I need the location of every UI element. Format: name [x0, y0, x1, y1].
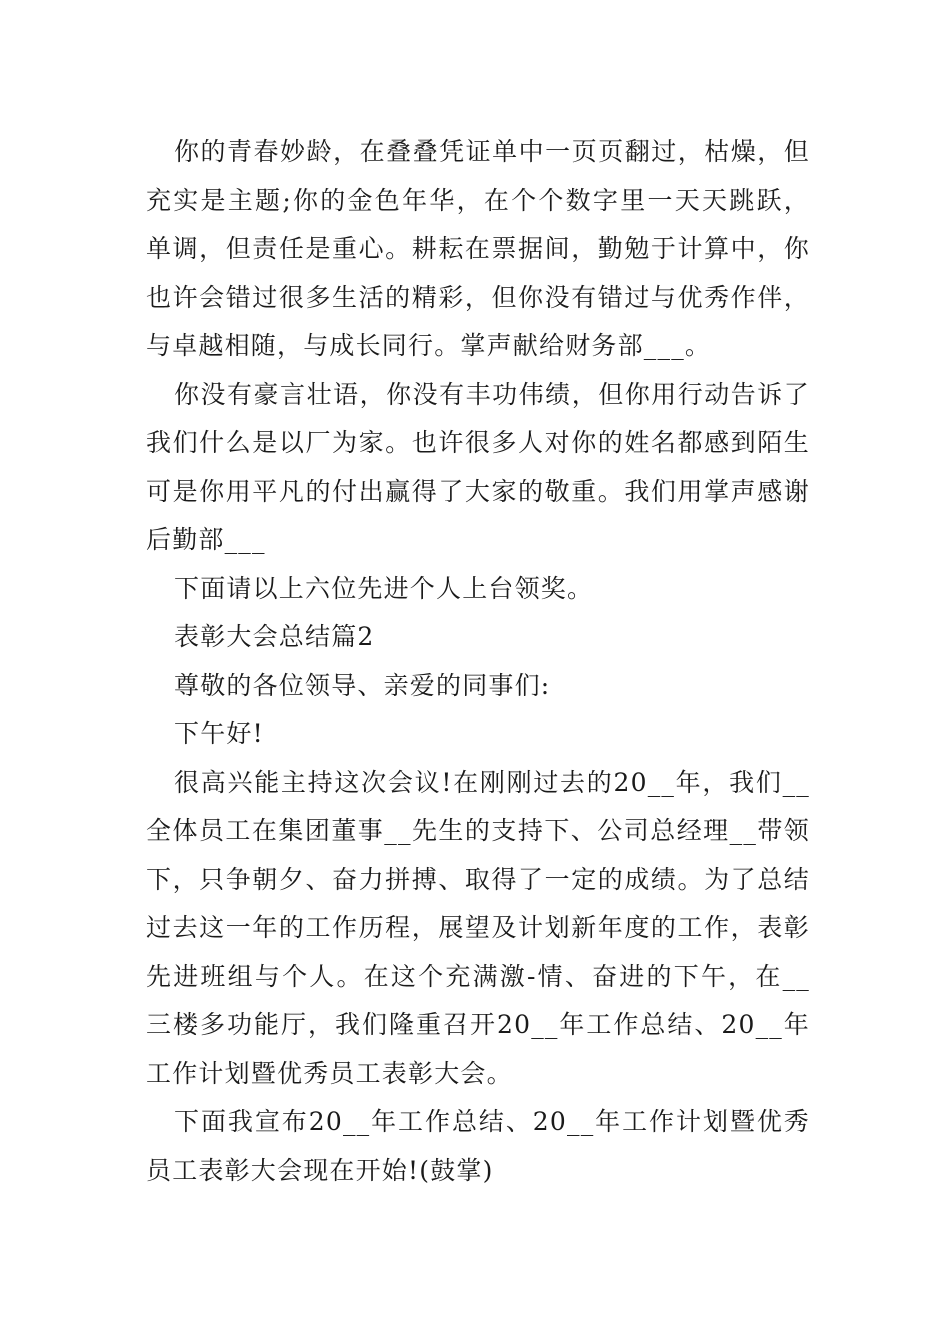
- document-body: [146, 128, 810, 1195]
- paragraph-salutation: 尊敬的各位领导、亲爱的同事们:: [174, 670, 551, 700]
- paragraph-greeting: 下午好!: [174, 719, 264, 748]
- paragraph-opening-remarks: 很高兴能主持这次会议!在刚刚过去的20__年，我们__全体员工在集团董事__先生的支持下、公司总经理__带领下，只争朝夕、奋力拼搏、取得了一定的成绩。为了总结过去这一年的工作历程，展望及计划新年度的工作，表彰先进班组与个人。在这个充满激-情、奋进的下午，在__三楼多功能厅，我们隆重召开20__年工作总结、20__年工作计划暨优秀员工表彰大会。: [146, 767, 810, 1088]
- paragraph-finance-tribute: 你的青春妙龄，在叠叠凭证单中一页页翻过，枯燥，但充实是主题;你的金色年华，在个个数字里一天天跳跃，单调，但责任是重心。耕耘在票据间，勤勉于计算中，你也许会错过很多生活的精彩，但你没有错过与优秀作伴，与卓越相随，与成长同行。掌声献给财务部___。: [146, 137, 810, 360]
- paragraph-meeting-start: 下面我宣布20__年工作总结、20__年工作计划暨优秀员工表彰大会现在开始!(鼓掌): [146, 1107, 810, 1185]
- section-heading: 表彰大会总结篇2: [174, 622, 375, 651]
- paragraph-award-invitation: 下面请以上六位先进个人上台领奖。: [174, 573, 594, 603]
- paragraph-logistics-tribute: 你没有豪言壮语，你没有丰功伟绩，但你用行动告诉了我们什么是以厂为家。也许很多人对你的姓名都感到陌生可是你用平凡的付出赢得了大家的敬重。我们用掌声感谢后勤部___: [146, 379, 810, 554]
